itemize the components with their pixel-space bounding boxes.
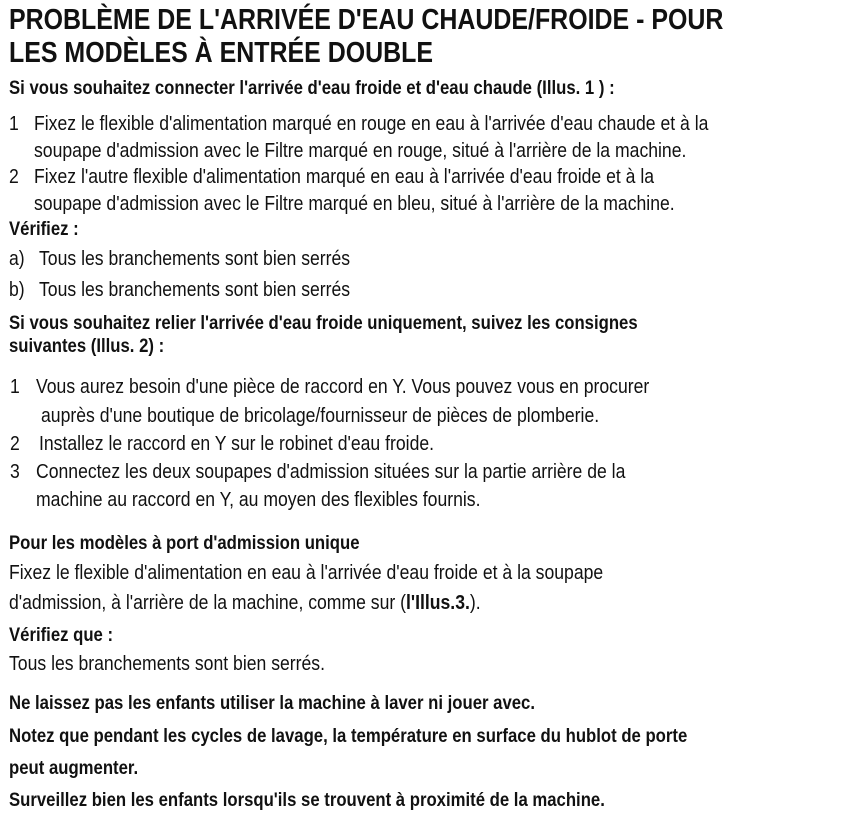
section1-step-1-line-1: Fixez le flexible d'alimentation marqué en rouge en eau à l'arrivée d'eau chaude et à la — [34, 113, 709, 135]
warning-line-2: Notez que pendant les cycles de lavage, la température en surface du hublot de porte — [9, 726, 688, 747]
section1-check-b-mark: b) — [9, 279, 25, 301]
section2-step-3-number: 3 — [10, 461, 20, 483]
section3-line-2-prefix: d'admission, à l'arrière de la machine, comme sur ( — [9, 592, 407, 614]
section1-step-2 — [9, 166, 19, 189]
warning-line-3: peut augmenter. — [9, 758, 139, 779]
section2-step-1-number: 1 — [10, 376, 20, 398]
section3-heading: Pour les modèles à port d'admission unique — [9, 533, 360, 554]
section2-step-1-line-2: auprès d'une boutique de bricolage/fournisseur de pièces de plomberie. — [41, 405, 600, 427]
section1-check-a-text: Tous les branchements sont bien serrés — [39, 248, 351, 270]
page-title-line-2: LES MODÈLES À ENTRÉE DOUBLE — [9, 37, 434, 69]
section3-verify-label: Vérifiez que : — [9, 625, 114, 646]
section2-step-3-line-2: machine au raccord en Y, au moyen des flexibles fournis. — [36, 489, 481, 511]
section3-verify-text: Tous les branchements sont bien serrés. — [9, 653, 325, 675]
section1-step-1 — [9, 113, 19, 136]
section1-heading: Si vous souhaitez connecter l'arrivée d'eau froide et d'eau chaude (Illus. 1 ) : — [9, 78, 615, 99]
section2-step-2-line-1: Installez le raccord en Y sur le robinet d'eau froide. — [39, 433, 435, 455]
section1-verify-label: Vérifiez : — [9, 219, 79, 240]
section1-step-2-line-2: soupape d'admission avec le Filtre marqué en bleu, situé à l'arrière de la machine. — [34, 193, 675, 215]
section2-heading-line-2: suivantes (Illus. 2) : — [9, 336, 165, 357]
section1-check-a-mark: a) — [9, 248, 25, 270]
section2-step-1-line-1: Vous aurez besoin d'une pièce de raccord en Y. Vous pouvez vous en procurer — [36, 376, 650, 398]
step-number: 1 — [9, 113, 19, 135]
section1-step-2-line-1: Fixez l'autre flexible d'alimentation marqué en eau à l'arrivée d'eau froide et à la — [34, 166, 655, 188]
section1-step-1-line-2: soupape d'admission avec le Filtre marqué en rouge, situé à l'arrière de la machine. — [34, 140, 687, 162]
section2-step-3-line-1: Connectez les deux soupapes d'admission situées sur la partie arrière de la — [36, 461, 626, 483]
section2-heading-line-1: Si vous souhaitez relier l'arrivée d'eau froide uniquement, suivez les consignes — [9, 313, 638, 334]
section2-step-2-number: 2 — [10, 433, 20, 455]
step-number: 2 — [9, 166, 19, 188]
section3-line-2-suffix: ). — [469, 592, 481, 614]
section3-line-1: Fixez le flexible d'alimentation en eau à l'arrivée d'eau froide et à la soupape — [9, 562, 604, 584]
section1-check-b-text: Tous les branchements sont bien serrés — [39, 279, 351, 301]
page-title-line-1: PROBLÈME DE L'ARRIVÉE D'EAU CHAUDE/FROIDE - POUR — [9, 4, 724, 36]
warning-line-1: Ne laissez pas les enfants utiliser la machine à laver ni jouer avec. — [9, 693, 536, 714]
section3-line-2 — [9, 592, 481, 615]
illustration-reference: l'Illus.3. — [406, 592, 470, 614]
warning-line-4: Surveillez bien les enfants lorsqu'ils se trouvent à proximité de la machine. — [9, 790, 605, 811]
